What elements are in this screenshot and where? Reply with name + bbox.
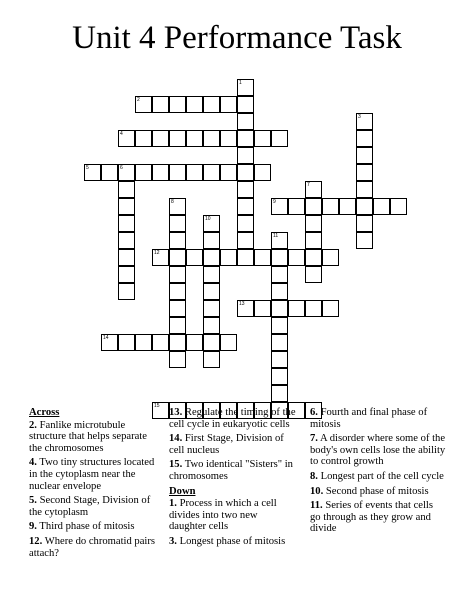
crossword-cell[interactable] [271,283,288,300]
crossword-cell[interactable] [169,300,186,317]
clue-number: 15 [154,403,160,409]
clue-number: 11 [273,233,279,239]
crossword-cell[interactable] [186,164,203,181]
crossword-cell[interactable] [356,113,373,130]
crossword-cell[interactable] [135,164,152,181]
crossword-cell[interactable] [271,266,288,283]
crossword-cell[interactable] [169,198,186,215]
crossword-cell[interactable] [237,147,254,164]
crossword-cell[interactable] [237,113,254,130]
clue-number: 8 [171,199,174,205]
crossword-cell[interactable] [288,249,305,266]
crossword-cell[interactable] [118,130,135,147]
crossword-cell[interactable] [237,130,254,147]
crossword-cell[interactable] [186,249,203,266]
crossword-cell[interactable] [271,317,288,334]
clue-number: 6 [120,165,123,171]
crossword-cell[interactable] [203,351,220,368]
crossword-cell[interactable] [186,130,203,147]
crossword-cell[interactable] [169,351,186,368]
crossword-cell[interactable] [237,198,254,215]
crossword-cell[interactable] [203,334,220,351]
crossword-cell[interactable] [203,300,220,317]
crossword-cell[interactable] [254,249,271,266]
crossword-cell[interactable] [169,317,186,334]
crossword-cell[interactable] [118,215,135,232]
crossword-cell[interactable] [322,300,339,317]
clue-number: 7 [307,182,310,188]
crossword-cell[interactable] [220,164,237,181]
crossword-cell[interactable] [118,249,135,266]
crossword-cell[interactable] [305,198,322,215]
clue-number: 5 [86,165,89,171]
crossword-cell[interactable] [220,130,237,147]
crossword-cell[interactable] [186,96,203,113]
crossword-cell[interactable] [322,198,339,215]
crossword-cell[interactable] [135,334,152,351]
crossword-cell[interactable] [271,300,288,317]
crossword-cell[interactable] [169,283,186,300]
crossword-cell[interactable] [237,249,254,266]
clue-across-4: 4. Two tiny structures located in the cytoplasm near the nuclear envelope [29,457,155,492]
clue-down-8: 8. Longest part of the cell cycle [310,470,444,482]
crossword-cell[interactable] [220,334,237,351]
crossword-cell[interactable] [203,130,220,147]
crossword-cell[interactable] [356,232,373,249]
crossword-cell[interactable] [118,283,135,300]
crossword-cell[interactable] [356,164,373,181]
crossword-cell[interactable] [288,198,305,215]
crossword-cell[interactable] [152,164,169,181]
crossword-cell[interactable] [220,96,237,113]
crossword-cell[interactable] [169,266,186,283]
clue-column-1 [29,407,159,562]
crossword-cell[interactable] [322,249,339,266]
crossword-cell[interactable] [152,130,169,147]
clue-across-9: 9. Third phase of mitosis [29,521,135,533]
crossword-cell[interactable] [118,232,135,249]
crossword-cell[interactable] [305,249,322,266]
crossword-cell[interactable] [356,130,373,147]
crossword-cell[interactable] [305,266,322,283]
crossword-cell[interactable] [254,164,271,181]
crossword-cell[interactable] [101,334,118,351]
clue-down-3: 3. Longest phase of mitosis [169,535,286,547]
crossword-cell[interactable] [203,249,220,266]
crossword-cell[interactable] [220,249,237,266]
crossword-cell[interactable] [152,249,169,266]
crossword-cell[interactable] [339,198,356,215]
crossword-cell[interactable] [118,181,135,198]
crossword-cell[interactable] [356,198,373,215]
crossword-cell[interactable] [237,79,254,96]
crossword-cell[interactable] [271,249,288,266]
crossword-cell[interactable] [203,215,220,232]
crossword-cell[interactable] [101,164,118,181]
crossword-cell[interactable] [254,130,271,147]
crossword-cell[interactable] [203,232,220,249]
clue-across-12: 12. Where do chromatid pairs attach? [29,535,156,559]
crossword-cell[interactable] [271,368,288,385]
crossword-cell[interactable] [237,164,254,181]
crossword-cell[interactable] [237,181,254,198]
clue-across-13: 13. Regulate the timing of the cell cycle in eukaryotic cells [169,407,296,430]
crossword-cell[interactable] [305,300,322,317]
crossword-cell[interactable] [135,130,152,147]
crossword-cell[interactable] [203,266,220,283]
crossword-cell[interactable] [152,96,169,113]
crossword-cell[interactable] [305,215,322,232]
crossword-cell[interactable] [271,385,288,402]
clue-down-10: 10. Second phase of mitosis [310,485,429,497]
across-heading: Across [29,407,60,418]
clue-column-3 [310,407,446,538]
crossword-cell[interactable] [271,334,288,351]
clue-column-2 [169,407,297,551]
crossword-cell[interactable] [305,181,322,198]
crossword-cell[interactable] [152,334,169,351]
crossword-cell[interactable] [390,198,407,215]
crossword-cell[interactable] [271,232,288,249]
crossword-cell[interactable] [169,249,186,266]
crossword-cell[interactable] [169,130,186,147]
crossword-cell[interactable] [169,232,186,249]
crossword-cell[interactable] [373,198,390,215]
crossword-cell[interactable] [305,232,322,249]
clue-down-7: 7. A disorder where some of the body's own cells lose the ability to control growth [310,433,446,468]
crossword-cell[interactable] [237,300,254,317]
crossword-cell[interactable] [118,334,135,351]
clue-across-14: 14. First Stage, Division of cell nucleus [169,433,284,456]
crossword-cell[interactable] [356,181,373,198]
clue-down-6: 6. Fourth and final phase of mitosis [310,407,428,430]
crossword-cell[interactable] [118,198,135,215]
clue-number: 10 [205,216,211,222]
crossword-cell[interactable] [288,300,305,317]
clue-number: 9 [273,199,276,205]
crossword-cell[interactable] [203,164,220,181]
down-heading: Down [169,485,196,497]
clue-number: 2 [137,97,140,103]
crossword-cell[interactable] [271,198,288,215]
clue-number: 1 [239,80,242,86]
crossword-cell[interactable] [271,351,288,368]
clue-across-15: 15. Two identical "Sisters" in chromosomes [169,459,293,482]
crossword-cell[interactable] [237,215,254,232]
crossword-cell[interactable] [186,334,203,351]
crossword-cell[interactable] [169,334,186,351]
page-title: Unit 4 Performance Task [72,20,402,56]
crossword-cell[interactable] [203,317,220,334]
crossword-cell[interactable] [84,164,101,181]
crossword-cell[interactable] [237,232,254,249]
crossword-cell[interactable] [118,266,135,283]
crossword-cell[interactable] [169,96,186,113]
clue-down-1: 1. Process in which a cell divides into two new daughter cells [169,498,277,533]
clue-number: 3 [358,114,361,120]
crossword-cell[interactable] [203,283,220,300]
clue-number: 13 [239,301,245,307]
crossword-cell[interactable] [169,164,186,181]
clue-number: 4 [120,131,123,137]
crossword-cell[interactable] [271,130,288,147]
crossword-cell[interactable] [118,164,135,181]
crossword-cell[interactable] [356,215,373,232]
crossword-cell[interactable] [203,96,220,113]
crossword-cell[interactable] [135,96,152,113]
crossword-cell[interactable] [254,300,271,317]
crossword-cell[interactable] [237,96,254,113]
crossword-cell[interactable] [169,215,186,232]
crossword-cell[interactable] [356,147,373,164]
clue-across-2: 2. Fanlike microtubule structure that helps separate the chromosomes [29,419,147,454]
clue-number: 14 [103,335,109,341]
clue-down-11: 11. Series of events that cells go through as they grow and divide [310,500,433,535]
clue-number: 12 [154,250,160,256]
clue-across-5: 5. Second Stage, Division of the cytoplasm [29,495,151,518]
